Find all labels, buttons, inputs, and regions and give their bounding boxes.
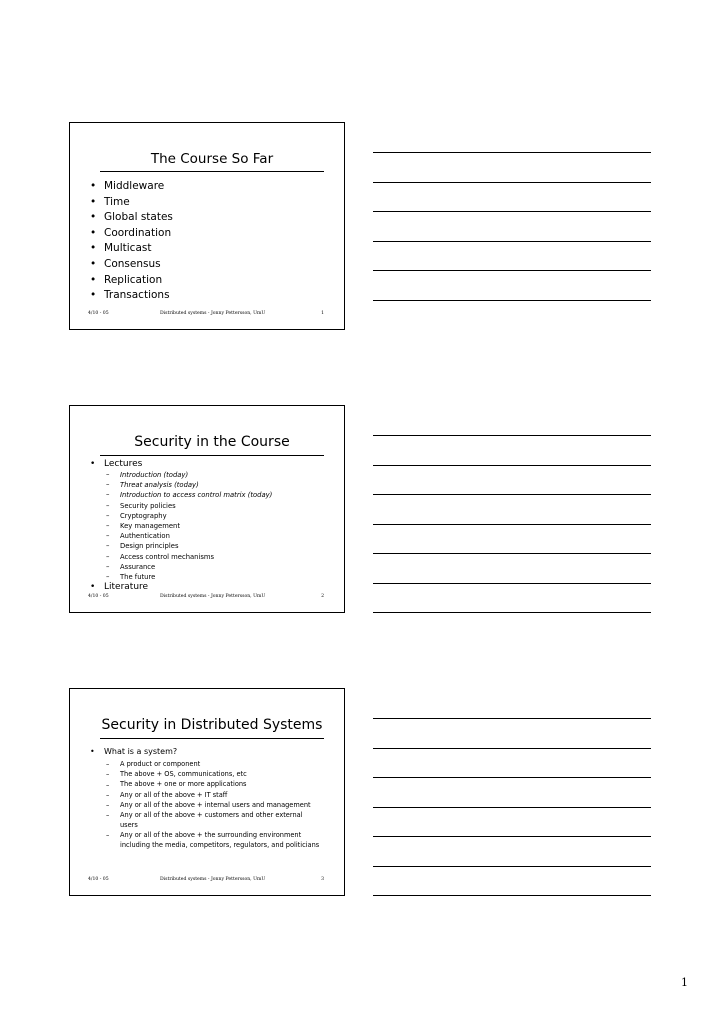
slide-title: Security in the Course (134, 434, 290, 450)
list-item: – Threat analysis (today) (106, 481, 199, 490)
list-item: • Lectures (90, 459, 143, 469)
bullet-icon: • (90, 180, 97, 192)
slide-number: 1 (321, 311, 324, 316)
footer-text: Distributed systems - Jonny Pettersson, UmU (160, 311, 266, 316)
note-line (373, 777, 651, 778)
bullet-icon: • (90, 582, 96, 592)
dash-icon: – (106, 532, 110, 541)
footer-date: 4/10 - 05 (88, 311, 109, 316)
bullet-icon: • (90, 257, 97, 270)
bullet-icon: • (90, 242, 97, 255)
dash-icon: – (106, 522, 110, 531)
bullet-icon: • (90, 211, 97, 224)
note-line (373, 836, 651, 837)
list-item: – The future (106, 573, 156, 582)
footer-text: Distributed systems - Jonny Pettersson, UmU (160, 877, 266, 882)
list-item: – Assurance (106, 562, 156, 571)
note-line (373, 435, 651, 436)
note-line (373, 494, 651, 495)
list-item: • Time (90, 195, 329, 211)
bullet-icon: • (90, 459, 96, 469)
dash-icon: – (106, 790, 110, 799)
dash-icon: – (106, 481, 110, 490)
list-item: – Security policies (106, 501, 176, 510)
footer-text: Distributed systems - Jonny Pettersson, UmU (160, 594, 266, 599)
note-line (373, 612, 651, 613)
slide-number: 3 (321, 877, 324, 882)
bullet-icon: • (90, 289, 97, 302)
slide-3 (69, 688, 345, 896)
note-line (373, 553, 651, 554)
list-item: • Transactions (90, 288, 329, 304)
footer-date: 4/10 - 05 (88, 877, 109, 882)
note-line (373, 211, 651, 212)
dash-icon: – (106, 770, 110, 779)
slide-footer (88, 311, 324, 321)
bullet-icon: • (90, 195, 97, 208)
slide-footer (88, 594, 324, 604)
title-rule (100, 738, 324, 739)
list-item: • Replication (90, 273, 329, 289)
bullet-icon: • (90, 226, 97, 239)
bullet-list (90, 747, 329, 757)
note-line (373, 182, 651, 183)
page-number: 1 (681, 976, 688, 989)
slide-1 (69, 122, 345, 330)
footer-date: 4/10 - 05 (88, 594, 109, 599)
list-item: – Authentication (106, 532, 170, 541)
note-line (373, 583, 651, 584)
dash-icon: – (106, 811, 110, 820)
note-line (373, 895, 651, 896)
dash-icon: – (106, 552, 110, 561)
list-item: – Any or all of the above + IT staff (106, 790, 228, 799)
note-line (373, 807, 651, 808)
list-item: • Global states (90, 210, 329, 226)
slide-footer (88, 877, 324, 887)
list-item: – Any or all of the above + internal users and management (106, 800, 311, 810)
title-rule (100, 455, 324, 456)
dash-icon: – (106, 511, 110, 520)
bullet-icon: • (90, 747, 95, 756)
note-line (373, 866, 651, 867)
list-item: – Key management (106, 522, 181, 531)
list-item: • Multicast (90, 241, 329, 257)
slide-number: 2 (321, 594, 324, 599)
note-line (373, 718, 651, 719)
dash-icon: – (106, 801, 110, 810)
list-item: – Cryptography (106, 511, 167, 520)
list-item: • Consensus (90, 257, 329, 273)
list-item: – Introduction to access control matrix (today) (106, 491, 273, 500)
list-item: • Middleware (90, 179, 329, 195)
sub-list (90, 759, 322, 850)
list-item: – The above + OS, communications, etc (106, 769, 247, 779)
note-line (373, 152, 651, 153)
bullet-list (90, 582, 329, 593)
bullet-icon: • (90, 273, 97, 286)
dash-icon: – (106, 542, 110, 551)
list-item: – Any or all of the above + customers and other external users (106, 811, 303, 829)
list-item: • Literature (90, 582, 149, 592)
dash-icon: – (106, 831, 110, 840)
dash-icon: – (106, 760, 110, 768)
list-item: – Access control mechanisms (106, 552, 215, 561)
dash-icon: – (106, 471, 110, 479)
note-line (373, 748, 651, 749)
dash-icon: – (106, 780, 110, 789)
note-line (373, 241, 651, 242)
list-item: – The above + one or more applications (106, 780, 247, 789)
dash-icon: – (106, 573, 110, 582)
bullet-list (90, 179, 329, 304)
title-rule (100, 171, 324, 172)
list-item: • What is a system? (90, 747, 178, 756)
slide-title: The Course So Far (150, 151, 274, 167)
list-item: – Any or all of the above + the surrounding environment including the media, competitors, regulators, and politicians (106, 830, 320, 849)
dash-icon: – (106, 491, 110, 500)
list-item: • Coordination (90, 226, 329, 242)
slide-title: Security in Distributed Systems (101, 717, 323, 733)
note-line (373, 270, 651, 271)
list-item: – A product or component (106, 759, 201, 768)
list-item: – Design principles (106, 542, 179, 551)
note-line (373, 300, 651, 301)
note-line (373, 465, 651, 466)
note-line (373, 524, 651, 525)
sub-list (90, 470, 329, 582)
list-item: – Introduction (today) (106, 471, 189, 479)
dash-icon: – (106, 562, 110, 571)
bullet-list (90, 459, 329, 470)
dash-icon: – (106, 501, 110, 510)
slide-2 (69, 405, 345, 613)
